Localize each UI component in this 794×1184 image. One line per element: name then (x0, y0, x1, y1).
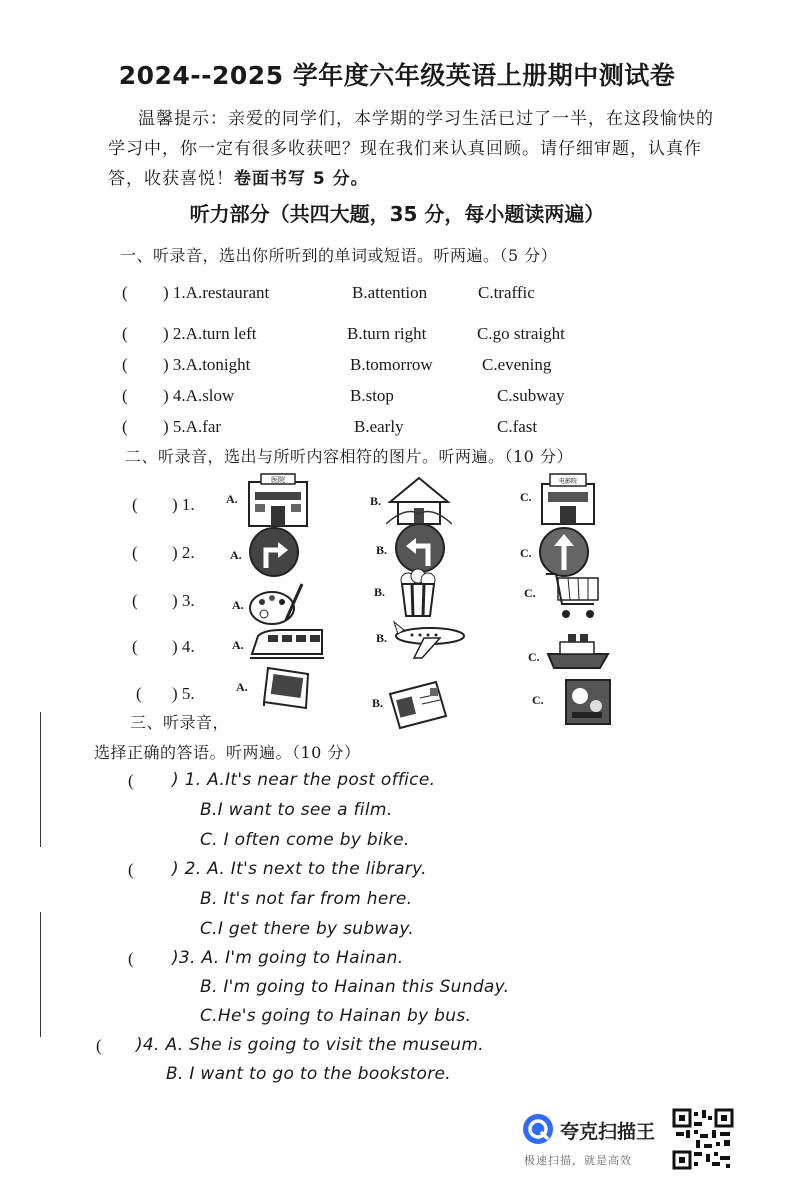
part3-item-c: C.I get there by subway. (200, 919, 415, 939)
shopping-cart-icon[interactable] (544, 570, 602, 622)
train-icon[interactable] (250, 626, 324, 660)
part2-item-num: ) 5. (172, 684, 195, 703)
ship-icon[interactable] (546, 632, 610, 672)
part1-item-b: B.turn right (347, 324, 427, 343)
part1-item-c: C.traffic (478, 283, 535, 302)
option-b-label: B. (370, 494, 382, 508)
binding-line (40, 912, 41, 1037)
option-a-label: A. (232, 638, 244, 652)
turn-left-sign-icon[interactable] (394, 522, 446, 574)
qr-code-icon[interactable] (672, 1108, 734, 1170)
part3-item-c: C.He's going to Hainan by bus. (200, 1006, 472, 1026)
option-a-label: A. (226, 492, 238, 506)
intro-line-3 (108, 164, 369, 189)
option-c-label: C. (524, 586, 536, 600)
answer-bracket[interactable]: ( (122, 417, 128, 436)
brand-slogan: 极速扫描，就是高效 (524, 1154, 632, 1167)
popcorn-icon[interactable] (396, 568, 440, 618)
page-title: 2024--2025 学年度六年级英语上册期中测试卷 (118, 61, 676, 90)
part2-item-num: ) 4. (172, 637, 195, 656)
book-icon[interactable] (260, 664, 316, 712)
cinema-icon[interactable] (538, 472, 598, 526)
part1-item-b: B.tomorrow (350, 355, 433, 374)
house-icon[interactable] (386, 476, 452, 526)
postcard-icon[interactable] (388, 680, 448, 730)
brand-name: 夸克扫描王 (560, 1121, 656, 1143)
part3-item-b: B.I want to see a film. (200, 800, 393, 820)
option-b-label: B. (376, 631, 388, 645)
answer-bracket[interactable]: ( (128, 949, 134, 968)
part1-item-a: ) 1.A.restaurant (163, 283, 270, 302)
part1-item-c: C.evening (482, 355, 552, 374)
part3-item-a: )3. A. I'm going to Hainan. (172, 948, 404, 968)
option-a-label: A. (230, 548, 242, 562)
intro-line-3-bold: 卷面书写 5 分。 (234, 169, 369, 189)
hospital-sign: 医院 (271, 476, 285, 484)
answer-bracket[interactable]: ( (96, 1036, 102, 1055)
option-b-label: B. (374, 585, 386, 599)
option-c-label: C. (520, 490, 532, 504)
answer-bracket[interactable]: ( (132, 495, 138, 514)
part1-item-c: C.subway (497, 386, 565, 405)
quark-logo-icon (522, 1113, 554, 1145)
part1-item-b: B.early (354, 417, 404, 436)
option-b-label: B. (376, 543, 388, 557)
part1-item-c: C.fast (497, 417, 538, 436)
answer-bracket[interactable]: ( (132, 637, 138, 656)
answer-bracket[interactable]: ( (122, 283, 128, 302)
part2-item-num: ) 2. (172, 543, 195, 562)
option-b-label: B. (372, 696, 384, 710)
answer-bracket[interactable]: ( (122, 355, 128, 374)
option-a-label: A. (236, 680, 248, 694)
part1-item-a: ) 2.A.turn left (163, 324, 257, 343)
option-c-label: C. (528, 650, 540, 664)
answer-bracket[interactable]: ( (128, 771, 134, 790)
turn-right-sign-icon[interactable] (248, 526, 300, 578)
picture-book-icon[interactable] (562, 674, 614, 728)
listening-header: 听力部分（共四大题，35 分，每小题读两遍） (189, 202, 605, 226)
binding-line (40, 712, 41, 847)
option-c-label: C. (520, 546, 532, 560)
part2-heading: 二、听录音，选出与所听内容相符的图片。听两遍。（10 分） (125, 447, 573, 466)
part3-heading-b: 选择正确的答语。听两遍。（10 分） (94, 743, 361, 762)
part2-item-num: ) 1. (172, 495, 195, 514)
option-a-label: A. (232, 598, 244, 612)
part2-item-num: ) 3. (172, 591, 195, 610)
part3-item-b: B. I'm going to Hainan this Sunday. (200, 977, 510, 997)
answer-bracket[interactable]: ( (122, 386, 128, 405)
part3-heading-a: 三、听录音， (130, 713, 230, 732)
answer-bracket[interactable]: ( (132, 543, 138, 562)
intro-line-1: 温馨提示：亲爱的同学们，本学期的学习生活已过了一半，在这段愉快的 (138, 109, 714, 129)
part3-item-a: ) 2. A. It's next to the library. (172, 859, 427, 879)
part3-item-b: B. I want to go to the bookstore. (166, 1064, 452, 1084)
part1-item-b: B.stop (350, 386, 394, 405)
hospital-icon[interactable] (243, 472, 313, 528)
part1-item-a: ) 5.A.far (163, 417, 222, 436)
intro-line-2: 学习中，你一定有很多收获吧？现在我们来认真回顾。请仔细审题，认真作 (108, 139, 702, 159)
part1-item-a: ) 3.A.tonight (163, 355, 251, 374)
part1-item-c: C.go straight (477, 324, 565, 343)
plane-icon[interactable] (392, 616, 468, 660)
part3-item-b: B. It's not far from here. (200, 889, 413, 909)
answer-bracket[interactable]: ( (122, 324, 128, 343)
part3-item-c: C. I often come by bike. (200, 830, 410, 850)
intro-line-3-prefix: 答，收获喜悦！ (108, 169, 234, 189)
paint-palette-icon[interactable] (248, 580, 304, 628)
part1-item-b: B.attention (352, 283, 428, 302)
part3-item-a: ) 1. A.It's near the post office. (172, 770, 436, 790)
part3-item-a: )4. A. She is going to visit the museum. (136, 1035, 484, 1055)
part1-item-a: ) 4.A.slow (163, 386, 235, 405)
part1-heading: 一、听录音，选出你所听到的单词或短语。听两遍。（5 分） (120, 246, 558, 265)
answer-bracket[interactable]: ( (136, 684, 142, 703)
option-c-label: C. (532, 693, 544, 707)
answer-bracket[interactable]: ( (132, 591, 138, 610)
cinema-sign: 电影院 (558, 478, 578, 485)
answer-bracket[interactable]: ( (128, 860, 134, 879)
